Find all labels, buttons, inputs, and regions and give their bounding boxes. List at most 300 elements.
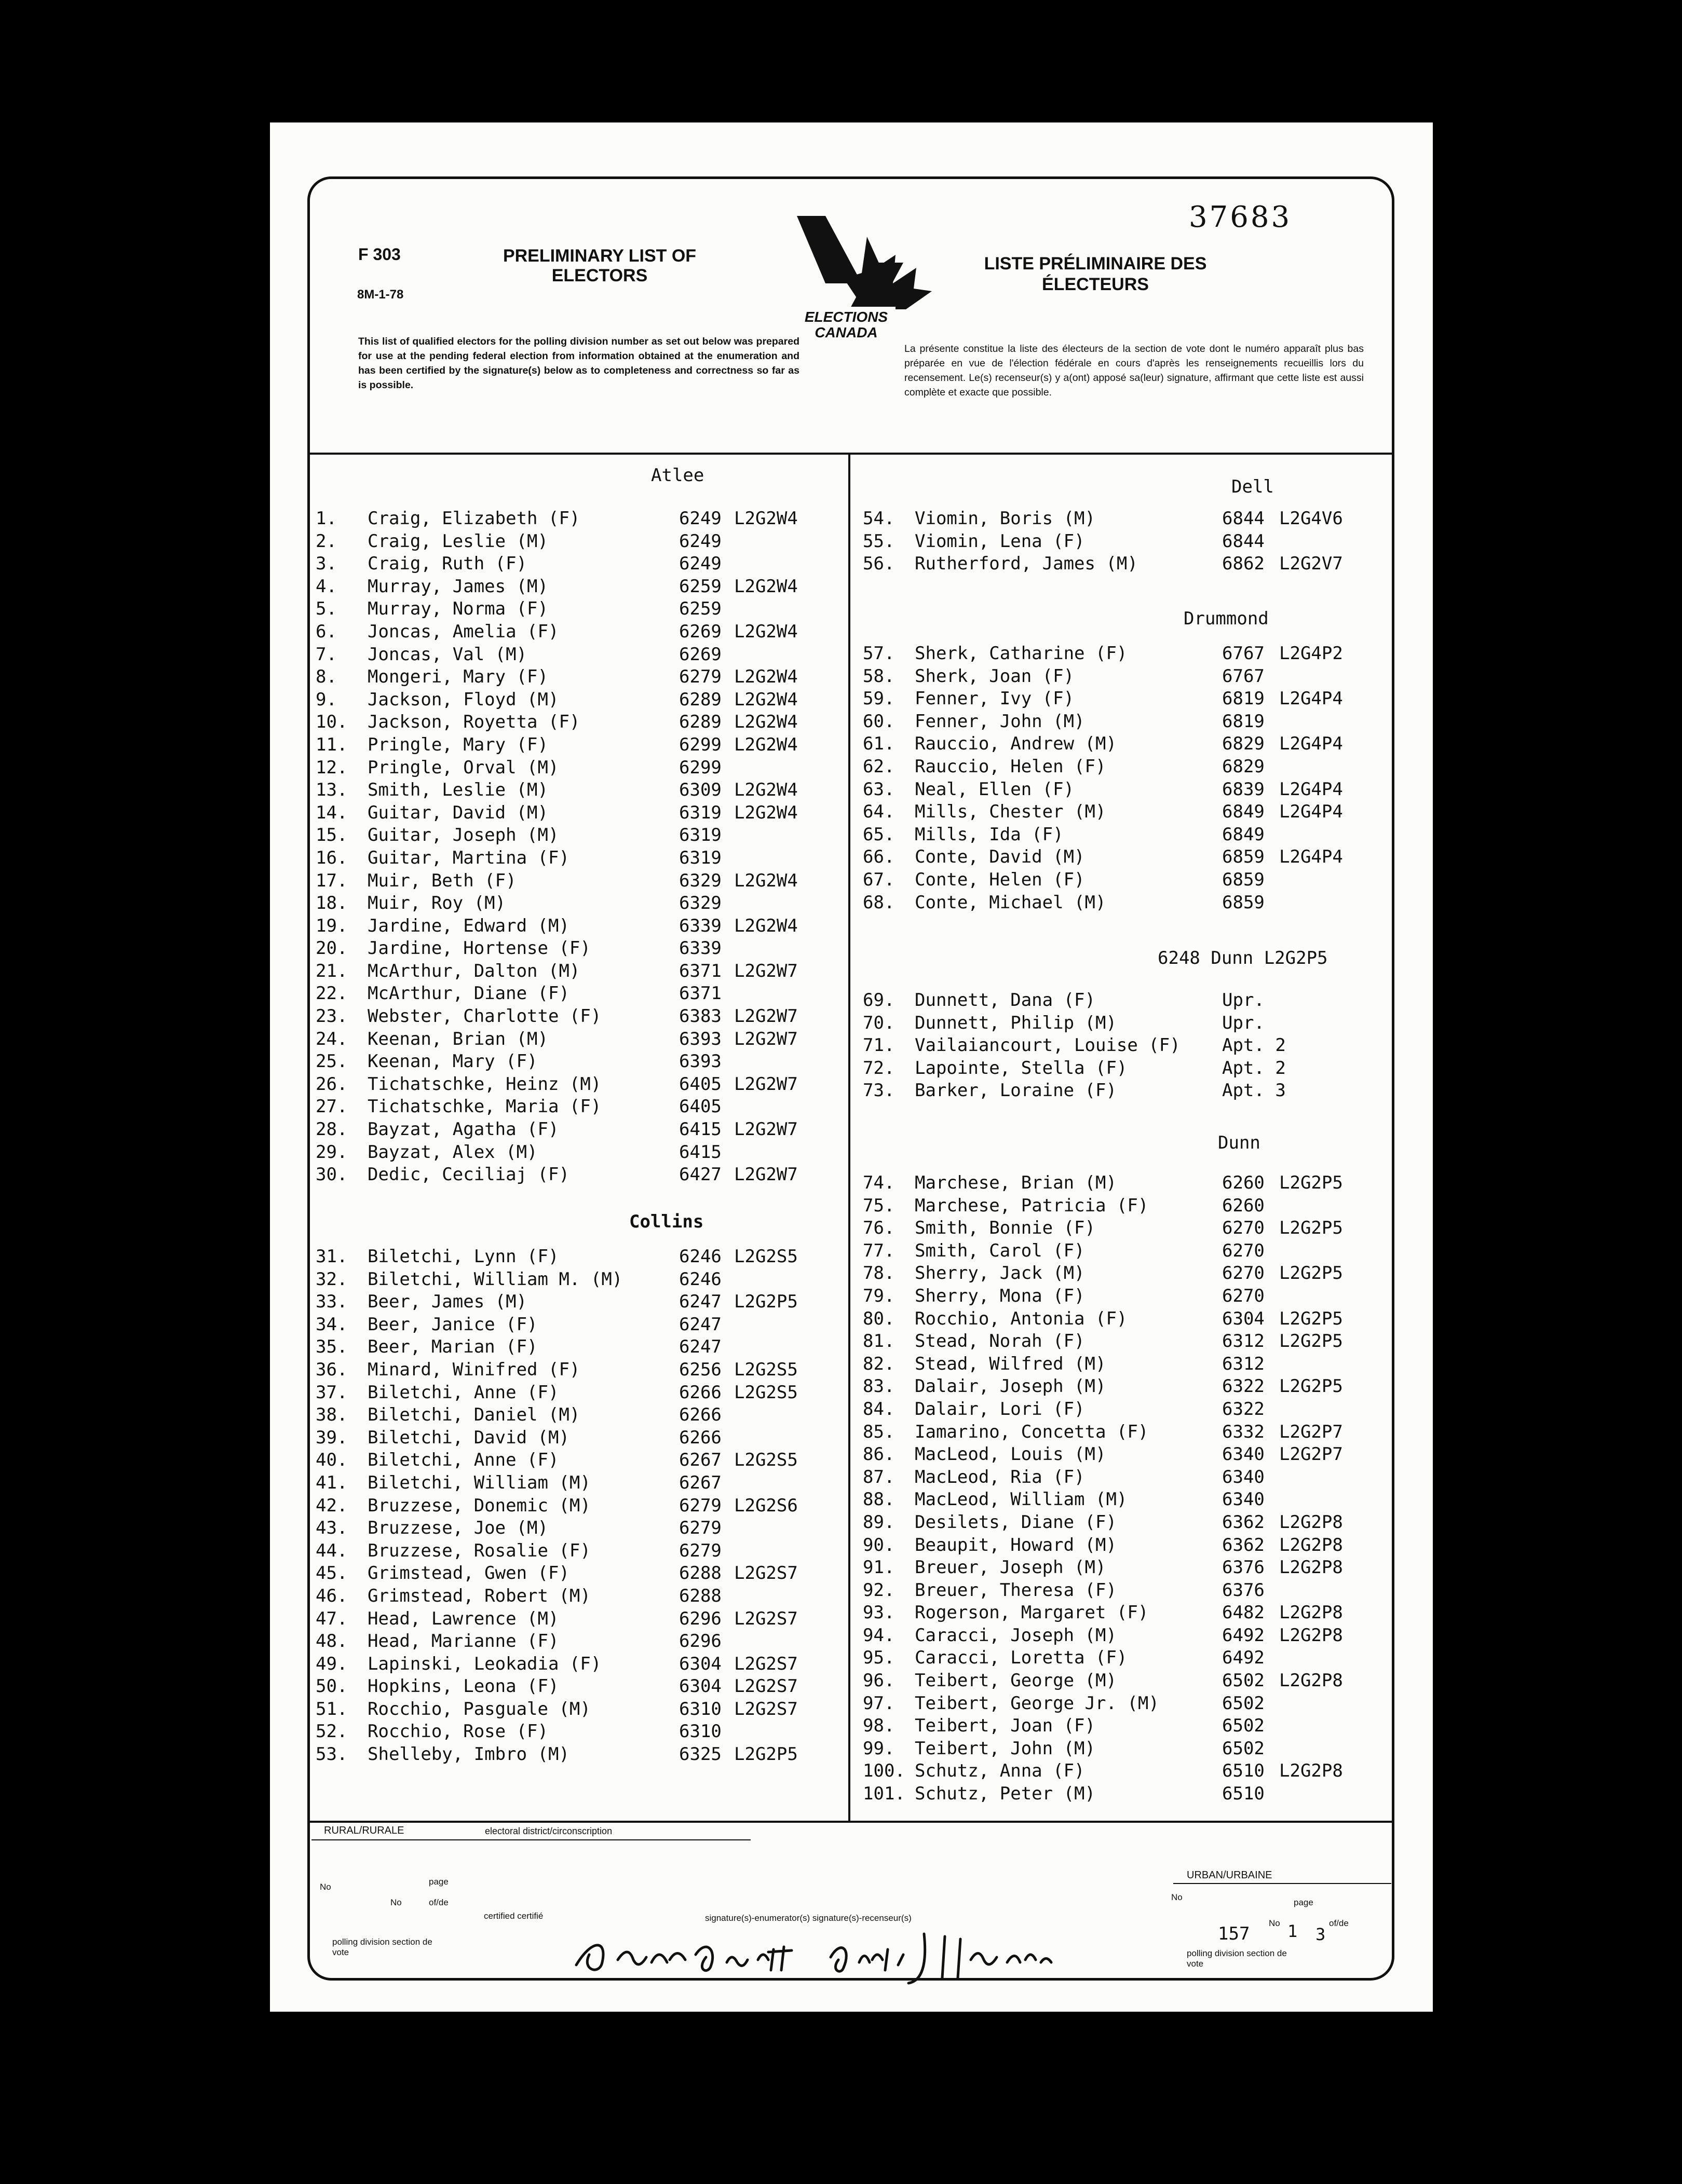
house-number: 6415 bbox=[679, 1141, 722, 1163]
elector-row bbox=[863, 1375, 1392, 1398]
elector-number: 98. bbox=[863, 1715, 895, 1737]
house-number: 6246 bbox=[679, 1268, 722, 1290]
postal-code: L2G2P5 bbox=[1279, 1308, 1343, 1329]
elector-row bbox=[316, 666, 845, 689]
elector-row bbox=[863, 779, 1392, 801]
house-number: 6819 bbox=[1222, 688, 1265, 709]
form-code: F 303 bbox=[358, 245, 401, 264]
house-number: 6376 bbox=[1222, 1557, 1265, 1578]
house-number: 6299 bbox=[679, 757, 722, 778]
intro-french: La présente constitue la liste des électeurs de la section de vote dont le numéro apparaît plus bas préparée en vue de l'élection fédérale en cours d'après les renseignements recueillis lors du recensement. Le(s) recenseur(s) y a(ont) apposé sa(leur) signature, affirmant que cette liste est aussi complète et exacte que possible. bbox=[904, 343, 1364, 398]
house-number: 6405 bbox=[679, 1096, 722, 1117]
elector-name: Tichatschke, Maria (F) bbox=[368, 1096, 602, 1117]
elector-name: Smith, Carol (F) bbox=[915, 1240, 1085, 1261]
elector-row bbox=[863, 801, 1392, 824]
elector-row bbox=[863, 1308, 1392, 1331]
elector-name: Conte, Michael (M) bbox=[915, 892, 1106, 913]
elector-name: Biletchi, Daniel (M) bbox=[368, 1404, 580, 1426]
elector-row bbox=[316, 1427, 845, 1450]
elector-number: 10. bbox=[316, 712, 348, 733]
elector-number: 60. bbox=[863, 711, 895, 732]
elector-name: Muir, Roy (M) bbox=[368, 893, 506, 914]
elector-row bbox=[316, 576, 845, 598]
enumerator-signatures bbox=[561, 1918, 1204, 1991]
elector-number: 14. bbox=[316, 802, 348, 823]
elector-number: 90. bbox=[863, 1534, 895, 1555]
postal-code: L2G2S5 bbox=[734, 1450, 798, 1471]
house-number: 6319 bbox=[679, 847, 722, 868]
elector-number: 11. bbox=[316, 734, 348, 755]
elector-name: Bruzzese, Joe (M) bbox=[368, 1518, 548, 1539]
electors-list-page bbox=[270, 122, 1433, 2012]
elector-row bbox=[316, 1517, 845, 1540]
elector-row bbox=[316, 598, 845, 621]
elector-number: 1. bbox=[316, 508, 337, 529]
postal-code: L2G2V7 bbox=[1279, 553, 1343, 575]
house-number: 6340 bbox=[1222, 1489, 1265, 1510]
postal-code: L2G2P8 bbox=[1279, 1760, 1343, 1782]
postal-code: L2G4P4 bbox=[1279, 688, 1343, 709]
postal-code: L2G2W4 bbox=[734, 621, 798, 642]
elector-row bbox=[316, 1675, 845, 1698]
elector-row bbox=[863, 1330, 1392, 1353]
house-number: 6260 bbox=[1222, 1172, 1265, 1193]
elector-number: 100. bbox=[863, 1760, 905, 1782]
elector-number: 61. bbox=[863, 733, 895, 755]
elector-row bbox=[863, 1738, 1392, 1760]
elector-row bbox=[863, 643, 1392, 665]
elector-number: 65. bbox=[863, 824, 895, 845]
elector-name: Hopkins, Leona (F) bbox=[368, 1676, 559, 1697]
elector-list-6248-dunn bbox=[863, 989, 1392, 1102]
elector-number: 45. bbox=[316, 1563, 348, 1584]
elector-number: 16. bbox=[316, 847, 348, 868]
elector-list-drummond bbox=[863, 643, 1392, 914]
elector-name: Desilets, Diane (F) bbox=[915, 1511, 1117, 1533]
elector-row bbox=[863, 1670, 1392, 1692]
elector-name: Dunnett, Philip (M) bbox=[915, 1012, 1117, 1033]
elector-number: 82. bbox=[863, 1353, 895, 1374]
street-heading-atlee: Atlee bbox=[651, 465, 704, 486]
house-number: 6362 bbox=[1222, 1511, 1265, 1533]
elector-name: Keenan, Brian (M) bbox=[368, 1028, 548, 1049]
elector-number: 27. bbox=[316, 1096, 348, 1117]
house-number: 6247 bbox=[679, 1336, 722, 1358]
elector-row bbox=[863, 1692, 1392, 1715]
elector-row bbox=[316, 553, 845, 576]
elector-number: 62. bbox=[863, 756, 895, 777]
postal-code: L2G2P5 bbox=[1279, 1376, 1343, 1397]
elector-list-collins bbox=[316, 1246, 845, 1766]
elector-row bbox=[316, 689, 845, 712]
postal-code: L2G2W7 bbox=[734, 1006, 798, 1027]
elector-row bbox=[863, 1443, 1392, 1466]
elector-number: 81. bbox=[863, 1331, 895, 1352]
house-number: 6249 bbox=[679, 553, 722, 575]
elector-name: Rauccio, Helen (F) bbox=[915, 756, 1106, 777]
postal-code: L2G2W4 bbox=[734, 576, 798, 597]
house-number: 6492 bbox=[1222, 1625, 1265, 1646]
postal-code: L2G2W4 bbox=[734, 802, 798, 823]
postal-code: L2G4P4 bbox=[1279, 733, 1343, 755]
elector-name: Biletchi, Lynn (F) bbox=[368, 1246, 559, 1267]
elector-number: 8. bbox=[316, 666, 337, 688]
elector-name: Bayzat, Alex (M) bbox=[368, 1141, 538, 1163]
postal-code: L2G2P5 bbox=[734, 1744, 798, 1765]
street-heading-drummond: Drummond bbox=[1184, 608, 1269, 629]
house-number: 6246 bbox=[679, 1246, 722, 1267]
elector-name: Biletchi, David (M) bbox=[368, 1427, 569, 1448]
elector-name: Bayzat, Agatha (F) bbox=[368, 1119, 559, 1140]
elector-row bbox=[863, 1625, 1392, 1647]
electoral-district-label: electoral district/circonscription bbox=[485, 1826, 613, 1836]
house-number: 6371 bbox=[679, 960, 722, 981]
elector-number: 22. bbox=[316, 983, 348, 1004]
elector-number: 66. bbox=[863, 847, 895, 868]
elector-name: Vailaiancourt, Louise (F) bbox=[915, 1035, 1181, 1056]
elector-row bbox=[316, 1246, 845, 1268]
elector-row bbox=[863, 1421, 1392, 1444]
elector-number: 7. bbox=[316, 644, 337, 665]
elector-row bbox=[316, 1472, 845, 1495]
elector-name: Viomin, Lena (F) bbox=[915, 530, 1085, 552]
elector-number: 50. bbox=[316, 1676, 348, 1697]
elector-number: 78. bbox=[863, 1263, 895, 1284]
elector-number: 20. bbox=[316, 938, 348, 959]
elector-name: Barker, Loraine (F) bbox=[915, 1080, 1117, 1101]
elector-number: 48. bbox=[316, 1631, 348, 1652]
elector-row bbox=[316, 1141, 845, 1164]
elector-row bbox=[863, 1353, 1392, 1376]
elector-name: Jardine, Hortense (F) bbox=[368, 938, 591, 959]
house-number: 6309 bbox=[679, 780, 722, 801]
elector-row bbox=[316, 1336, 845, 1359]
elector-name: Breuer, Theresa (F) bbox=[915, 1579, 1117, 1601]
signature-graphic bbox=[561, 1918, 1204, 1991]
elector-row bbox=[863, 1489, 1392, 1511]
elector-row bbox=[316, 1721, 845, 1743]
elector-name: MacLeod, William (M) bbox=[915, 1489, 1128, 1510]
elector-name: Jardine, Edward (M) bbox=[368, 915, 569, 936]
elector-name: Neal, Ellen (F) bbox=[915, 779, 1075, 800]
elector-number: 73. bbox=[863, 1080, 895, 1101]
house-number: 6332 bbox=[1222, 1421, 1265, 1442]
elector-name: Head, Marianne (F) bbox=[368, 1631, 559, 1652]
elector-name: MacLeod, Ria (F) bbox=[915, 1466, 1085, 1487]
elector-number: 74. bbox=[863, 1172, 895, 1193]
elector-name: Shelleby, Imbro (M) bbox=[368, 1744, 569, 1765]
elector-name: Pringle, Orval (M) bbox=[368, 757, 559, 778]
elector-number: 13. bbox=[316, 780, 348, 801]
house-number: 6299 bbox=[679, 734, 722, 755]
postal-code: L2G2P8 bbox=[1279, 1511, 1343, 1533]
urban-polling-division-label: polling division section de vote bbox=[1187, 1948, 1287, 1969]
house-number: 6844 bbox=[1222, 530, 1265, 552]
elector-name: Rocchio, Pasguale (M) bbox=[368, 1698, 591, 1719]
elections-canada-logo bbox=[776, 206, 947, 356]
document-number: 37683 bbox=[1189, 200, 1292, 234]
elector-name: Marchese, Brian (M) bbox=[915, 1172, 1117, 1193]
elector-number: 93. bbox=[863, 1602, 895, 1623]
elector-name: Schutz, Anna (F) bbox=[915, 1760, 1085, 1782]
elector-number: 24. bbox=[316, 1028, 348, 1049]
elector-name: Sherk, Joan (F) bbox=[915, 665, 1075, 687]
elector-number: 30. bbox=[316, 1164, 348, 1185]
elector-number: 40. bbox=[316, 1450, 348, 1471]
elector-row bbox=[863, 1511, 1392, 1534]
elector-name: Keenan, Mary (F) bbox=[368, 1051, 538, 1072]
elector-name: Smith, Bonnie (F) bbox=[915, 1218, 1095, 1239]
house-number: 6310 bbox=[679, 1721, 722, 1742]
elector-number: 99. bbox=[863, 1738, 895, 1759]
postal-code: L2G2W7 bbox=[734, 1028, 798, 1049]
postal-code: L2G2P5 bbox=[1279, 1331, 1343, 1352]
elector-number: 2. bbox=[316, 530, 337, 552]
elector-number: 94. bbox=[863, 1625, 895, 1646]
elector-name: Breuer, Joseph (M) bbox=[915, 1557, 1106, 1578]
elector-name: Stead, Norah (F) bbox=[915, 1331, 1085, 1352]
elector-row bbox=[863, 824, 1392, 847]
urban-label: URBAN/URBAINE bbox=[1187, 1869, 1272, 1881]
elector-row bbox=[316, 1291, 845, 1314]
elector-row bbox=[316, 870, 845, 893]
elector-number: 37. bbox=[316, 1382, 348, 1403]
house-number: 6289 bbox=[679, 689, 722, 710]
house-number: 6405 bbox=[679, 1073, 722, 1095]
elector-list-dunn bbox=[863, 1172, 1392, 1806]
postal-code: L2G2P8 bbox=[1279, 1625, 1343, 1646]
elector-number: 84. bbox=[863, 1398, 895, 1419]
house-number: 6279 bbox=[679, 666, 722, 688]
elector-name: Viomin, Boris (M) bbox=[915, 508, 1095, 529]
elector-number: 95. bbox=[863, 1647, 895, 1669]
elector-row bbox=[863, 1080, 1392, 1102]
elector-name: Dalair, Joseph (M) bbox=[915, 1376, 1106, 1397]
elector-name: Rauccio, Andrew (M) bbox=[915, 733, 1117, 755]
elector-name: Jackson, Royetta (F) bbox=[368, 712, 580, 733]
postal-code: L2G2P5 bbox=[1279, 1218, 1343, 1239]
elector-row bbox=[863, 892, 1392, 914]
elector-row bbox=[863, 1262, 1392, 1285]
title-french: LISTE PRÉLIMINAIRE DES ÉLECTEURS bbox=[984, 254, 1207, 294]
elector-name: Grimstead, Robert (M) bbox=[368, 1585, 591, 1606]
elector-number: 33. bbox=[316, 1291, 348, 1313]
elector-row bbox=[316, 1698, 845, 1721]
elector-name: Dalair, Lori (F) bbox=[915, 1398, 1085, 1419]
elector-number: 15. bbox=[316, 825, 348, 846]
elector-row bbox=[863, 846, 1392, 869]
postal-code: L2G2S6 bbox=[734, 1495, 798, 1516]
elector-row bbox=[863, 733, 1392, 756]
house-number: 6267 bbox=[679, 1450, 722, 1471]
elector-number: 3. bbox=[316, 553, 337, 575]
house-number: 6247 bbox=[679, 1291, 722, 1313]
elector-row bbox=[316, 1743, 845, 1766]
house-number: 6319 bbox=[679, 825, 722, 846]
elector-row bbox=[863, 1602, 1392, 1625]
elector-name: Murray, Norma (F) bbox=[368, 598, 548, 620]
rural-no-label: No bbox=[320, 1882, 331, 1892]
postal-code: L2G4P2 bbox=[1279, 643, 1343, 664]
elector-row bbox=[863, 1534, 1392, 1557]
elector-name: Caracci, Joseph (M) bbox=[915, 1625, 1117, 1646]
elector-name: Stead, Wilfred (M) bbox=[915, 1353, 1106, 1374]
house-number: Apt. 2 bbox=[1222, 1057, 1286, 1079]
elector-row bbox=[316, 1630, 845, 1653]
intro-english: This list of qualified electors for the polling division number as set out below was prepared for use at the pending federal election from information obtained at the enumeration and has been certified by the signature(s) below as to completeness and correctness so far as is possible. bbox=[358, 336, 799, 391]
house-number: 6859 bbox=[1222, 847, 1265, 868]
elector-row bbox=[316, 1608, 845, 1631]
elector-name: Marchese, Patricia (F) bbox=[915, 1195, 1149, 1216]
certified-label: certified certifié bbox=[484, 1911, 544, 1921]
postal-code: L2G2W4 bbox=[734, 780, 798, 801]
postal-code: L2G2W7 bbox=[734, 1164, 798, 1185]
elector-name: Teibert, George Jr. (M) bbox=[915, 1692, 1159, 1714]
house-number: 6270 bbox=[1222, 1285, 1265, 1306]
postal-code: L2G2W4 bbox=[734, 689, 798, 710]
elector-name: Webster, Charlotte (F) bbox=[368, 1006, 602, 1027]
house-number: 6492 bbox=[1222, 1647, 1265, 1669]
elector-row bbox=[863, 1557, 1392, 1579]
elector-row bbox=[863, 553, 1392, 576]
street-heading-dell: Dell bbox=[1231, 476, 1274, 497]
elector-number: 96. bbox=[863, 1670, 895, 1691]
elector-number: 44. bbox=[316, 1540, 348, 1561]
elector-number: 89. bbox=[863, 1511, 895, 1533]
house-number: Apt. 2 bbox=[1222, 1035, 1286, 1056]
elector-row bbox=[316, 1073, 845, 1096]
house-number: 6819 bbox=[1222, 711, 1265, 732]
elector-number: 53. bbox=[316, 1744, 348, 1765]
elector-number: 28. bbox=[316, 1119, 348, 1140]
house-number: 6502 bbox=[1222, 1738, 1265, 1759]
elector-number: 64. bbox=[863, 801, 895, 823]
postal-code: L2G2P5 bbox=[734, 1291, 798, 1313]
elector-number: 41. bbox=[316, 1472, 348, 1493]
postal-code: L2G2P7 bbox=[1279, 1421, 1343, 1442]
elector-number: 69. bbox=[863, 990, 895, 1011]
postal-code: L2G2S5 bbox=[734, 1246, 798, 1267]
elector-name: Dunnett, Dana (F) bbox=[915, 990, 1095, 1011]
elector-number: 54. bbox=[863, 508, 895, 529]
elector-name: Grimstead, Gwen (F) bbox=[368, 1563, 569, 1584]
house-number: 6329 bbox=[679, 893, 722, 914]
elector-row bbox=[863, 1034, 1392, 1057]
house-number: 6502 bbox=[1222, 1670, 1265, 1691]
elector-number: 80. bbox=[863, 1308, 895, 1329]
elector-number: 36. bbox=[316, 1359, 348, 1380]
elector-name: Rocchio, Antonia (F) bbox=[915, 1308, 1128, 1329]
elector-name: Caracci, Loretta (F) bbox=[915, 1647, 1128, 1669]
elector-name: Mills, Chester (M) bbox=[915, 801, 1106, 823]
house-number: 6310 bbox=[679, 1698, 722, 1719]
house-number: 6829 bbox=[1222, 756, 1265, 777]
elector-row bbox=[863, 989, 1392, 1012]
house-number: 6393 bbox=[679, 1051, 722, 1072]
postal-code: L2G2P5 bbox=[1279, 1172, 1343, 1193]
elector-number: 91. bbox=[863, 1557, 895, 1578]
elector-number: 67. bbox=[863, 869, 895, 890]
elector-row bbox=[316, 508, 845, 530]
elector-number: 97. bbox=[863, 1692, 895, 1714]
elector-number: 4. bbox=[316, 576, 337, 597]
postal-code: L2G2W4 bbox=[734, 734, 798, 755]
postal-code: L2G2P8 bbox=[1279, 1602, 1343, 1623]
house-number: 6415 bbox=[679, 1119, 722, 1140]
elector-name: Bruzzese, Donemic (M) bbox=[368, 1495, 591, 1516]
elector-row bbox=[316, 1314, 845, 1336]
house-number: 6267 bbox=[679, 1472, 722, 1493]
house-number: 6839 bbox=[1222, 779, 1265, 800]
elector-row bbox=[316, 1164, 845, 1186]
elector-row bbox=[316, 847, 845, 870]
postal-code: L2G2P5 bbox=[1279, 1263, 1343, 1284]
house-number: 6304 bbox=[1222, 1308, 1265, 1329]
house-number: 6340 bbox=[1222, 1466, 1265, 1487]
urban-page-label: page bbox=[1294, 1898, 1313, 1907]
elector-number: 38. bbox=[316, 1404, 348, 1426]
elector-row bbox=[316, 1359, 845, 1382]
house-number: 6304 bbox=[679, 1676, 722, 1697]
house-number: 6288 bbox=[679, 1585, 722, 1606]
elector-row bbox=[316, 1449, 845, 1472]
elector-name: Beer, Marian (F) bbox=[368, 1336, 538, 1358]
elector-row bbox=[316, 1050, 845, 1073]
postal-code: L2G2P8 bbox=[1279, 1534, 1343, 1555]
elector-name: Muir, Beth (F) bbox=[368, 870, 517, 891]
elector-number: 59. bbox=[863, 688, 895, 709]
elector-row bbox=[863, 665, 1392, 688]
elector-name: McArthur, Diane (F) bbox=[368, 983, 569, 1004]
house-number: 6849 bbox=[1222, 824, 1265, 845]
postal-code: L2G2S7 bbox=[734, 1698, 798, 1719]
postal-code: L2G2P8 bbox=[1279, 1557, 1343, 1578]
house-number: Upr. bbox=[1222, 990, 1265, 1011]
house-number: 6266 bbox=[679, 1382, 722, 1403]
elector-number: 79. bbox=[863, 1285, 895, 1306]
house-number: 6393 bbox=[679, 1028, 722, 1049]
house-number: 6312 bbox=[1222, 1353, 1265, 1374]
house-number: 6859 bbox=[1222, 892, 1265, 913]
elector-row bbox=[316, 1585, 845, 1608]
elector-row bbox=[863, 1579, 1392, 1602]
elector-number: 29. bbox=[316, 1141, 348, 1163]
house-number: 6288 bbox=[679, 1563, 722, 1584]
house-number: 6767 bbox=[1222, 665, 1265, 687]
elector-name: Jackson, Floyd (M) bbox=[368, 689, 559, 710]
elector-row bbox=[863, 1217, 1392, 1240]
house-number: 6260 bbox=[1222, 1195, 1265, 1216]
elector-number: 63. bbox=[863, 779, 895, 800]
house-number: 6339 bbox=[679, 915, 722, 936]
elector-name: Craig, Ruth (F) bbox=[368, 553, 527, 575]
logo-text: ELECTIONS CANADA bbox=[804, 309, 888, 340]
elector-row bbox=[316, 1382, 845, 1404]
elector-row bbox=[316, 1118, 845, 1141]
header-divider bbox=[309, 453, 1392, 455]
elector-row bbox=[316, 1540, 845, 1563]
elector-name: Head, Lawrence (M) bbox=[368, 1608, 559, 1629]
elector-row bbox=[316, 530, 845, 553]
house-number: 6322 bbox=[1222, 1398, 1265, 1419]
elector-number: 68. bbox=[863, 892, 895, 913]
elector-number: 52. bbox=[316, 1721, 348, 1742]
house-number: 6312 bbox=[1222, 1331, 1265, 1352]
elector-row bbox=[863, 1715, 1392, 1738]
elector-number: 86. bbox=[863, 1444, 895, 1465]
house-number: 6322 bbox=[1222, 1376, 1265, 1397]
elector-name: Lapinski, Leokadia (F) bbox=[368, 1653, 602, 1674]
